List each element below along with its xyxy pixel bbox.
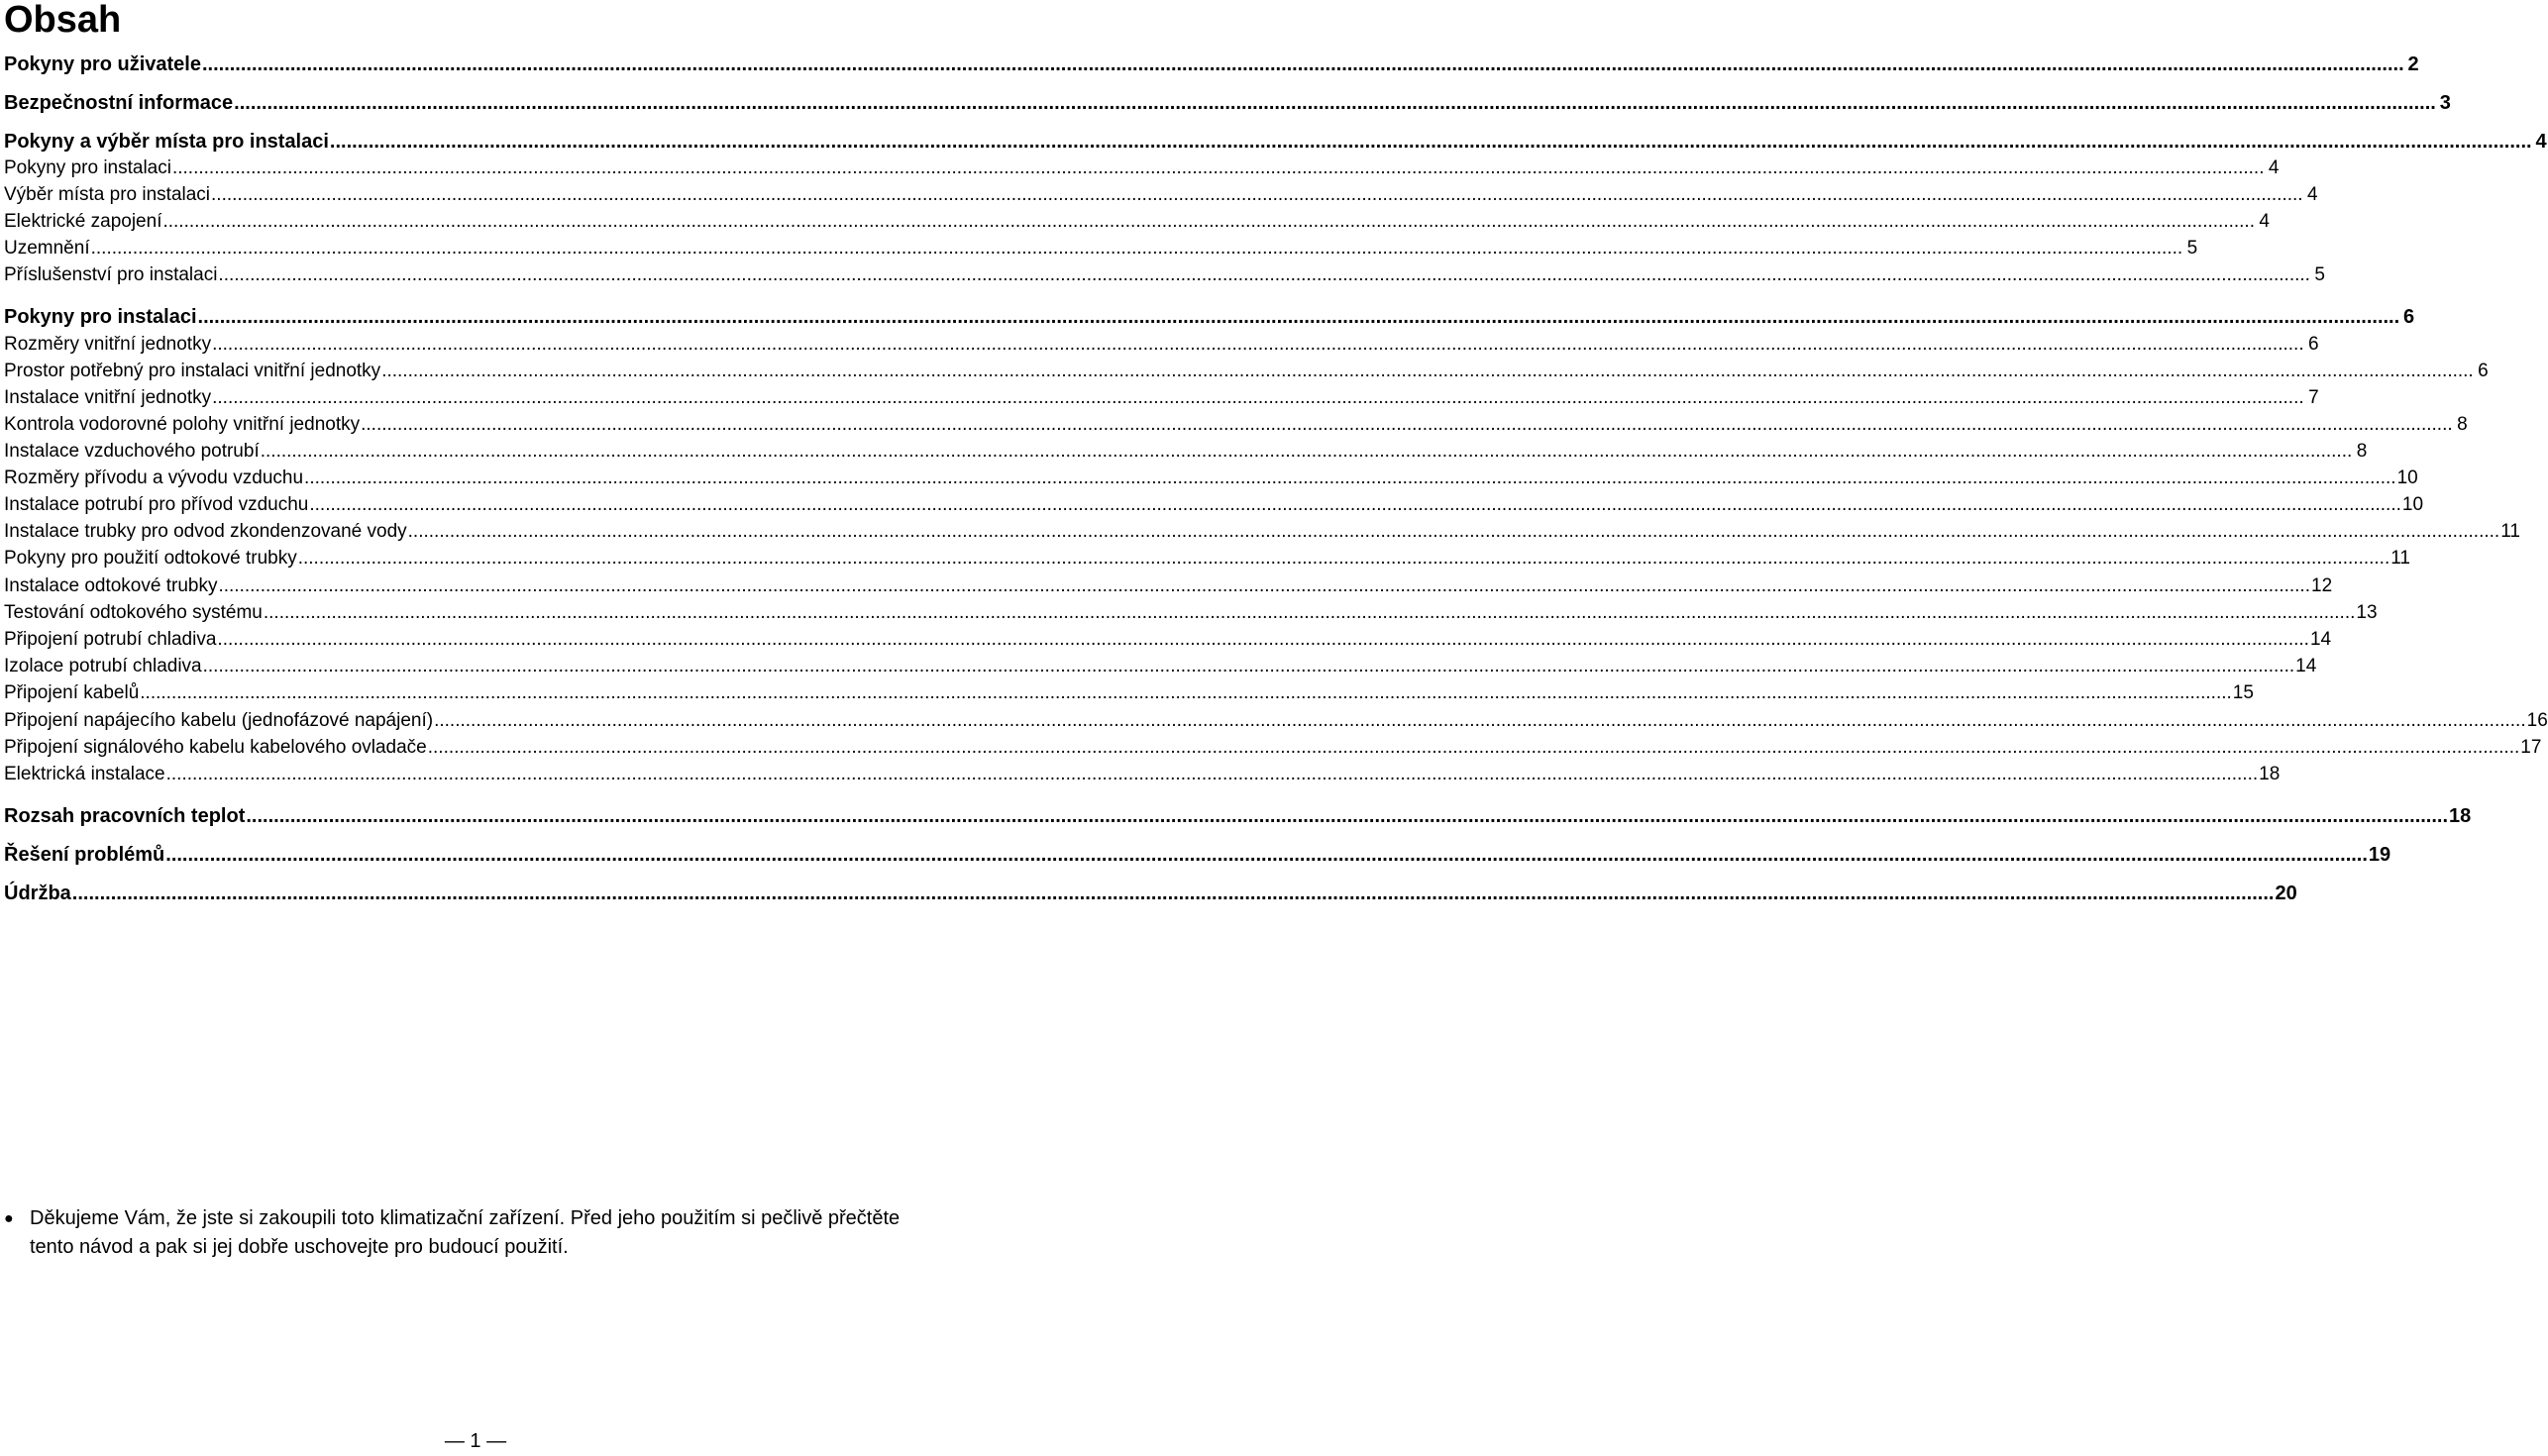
toc-dot-leader: ................................................................................................................................................................................................................................................................................................................................................................................................................ [171, 157, 2265, 178]
toc-entry-label: Elektrické zapojení [4, 211, 162, 232]
toc-entry-page: 16 [2526, 710, 2548, 731]
toc-entry[interactable] [4, 90, 2451, 116]
toc-entry-label: Připojení potrubí chladiva [4, 629, 217, 650]
toc-entry-label: Prostor potřebný pro instalaci vnitřní jednotky [4, 361, 381, 381]
toc-dot-leader: ................................................................................................................................................................................................................................................................................................................................................................................................................ [246, 805, 2449, 827]
toc-entry-page: 11 [2500, 521, 2520, 542]
toc-entry-label: Výběr místa pro instalaci [4, 184, 211, 205]
toc-entry-label: Pokyny a výběr místa pro instalaci [4, 131, 329, 153]
toc-entry-label: Bezpečnostní informace [4, 92, 234, 114]
toc-entry-label: Připojení napájecího kabelu (jednofázové napájení) [4, 710, 434, 731]
toc-dot-leader: ................................................................................................................................................................................................................................................................................................................................................................................................................ [361, 414, 2453, 435]
toc-entry-page: 6 [2308, 334, 2319, 355]
toc-dot-leader: ................................................................................................................................................................................................................................................................................................................................................................................................................ [304, 468, 2396, 488]
toc-dot-leader: ................................................................................................................................................................................................................................................................................................................................................................................................................ [90, 238, 2183, 259]
toc-entry-label: Kontrola vodorovné polohy vnitřní jednotky [4, 414, 361, 435]
toc-entry-page: 4 [2306, 184, 2318, 205]
toc-entry[interactable] [4, 655, 2317, 678]
page-title: Obsah [4, 0, 122, 41]
toc-entry[interactable] [4, 52, 2419, 77]
toc-entry-page: 14 [2295, 656, 2317, 676]
toc-entry-label: Řešení problémů [4, 844, 165, 866]
toc-entry-label: Připojení kabelů [4, 682, 140, 703]
toc-entry-label: Instalace vzduchového potrubí [4, 441, 260, 462]
toc-entry-page: 6 [2478, 361, 2489, 381]
toc-entry-page: 3 [2439, 92, 2451, 114]
toc-dot-leader: ................................................................................................................................................................................................................................................................................................................................................................................................................ [202, 656, 2295, 676]
page-number: — 1 — [444, 1430, 507, 1452]
toc-dot-leader: ................................................................................................................................................................................................................................................................................................................................................................................................................ [309, 494, 2401, 515]
toc-dot-leader: ................................................................................................................................................................................................................................................................................................................................................................................................................ [297, 548, 2390, 569]
toc-entry[interactable] [4, 413, 2468, 437]
toc-dot-leader: ................................................................................................................................................................................................................................................................................................................................................................................................................ [165, 764, 2259, 784]
toc-entry[interactable] [4, 881, 2297, 906]
toc-dot-leader: ................................................................................................................................................................................................................................................................................................................................................................................................................ [260, 441, 2353, 462]
toc-dot-leader: ................................................................................................................................................................................................................................................................................................................................................................................................................ [234, 92, 2436, 114]
toc-entry[interactable] [4, 842, 2391, 868]
toc-entry[interactable] [4, 386, 2319, 410]
toc-entry-label: Instalace potrubí pro přívod vzduchu [4, 494, 309, 515]
toc-dot-leader: ................................................................................................................................................................................................................................................................................................................................................................................................................ [165, 844, 2368, 866]
toc-entry[interactable] [4, 440, 2368, 464]
toc-entry-page: 12 [2311, 575, 2333, 596]
toc-dot-leader: ................................................................................................................................................................................................................................................................................................................................................................................................................ [201, 53, 2404, 75]
note-text: Děkujeme Vám, že jste si zakoupili toto klimatizační zařízení. Před jeho použitím si pečlivě přečtěte tento návod a pak si jej dobře uschovejte pro budoucí použití. [30, 1207, 901, 1258]
toc-entry[interactable] [4, 601, 2378, 625]
toc-entry-page: 5 [2186, 238, 2198, 259]
toc-dot-leader: ................................................................................................................................................................................................................................................................................................................................................................................................................ [434, 710, 2526, 731]
toc-dot-leader: ................................................................................................................................................................................................................................................................................................................................................................................................................ [217, 629, 2309, 650]
toc-entry-label: Rozměry přívodu a vývodu vzduchu [4, 468, 304, 488]
bullet-icon: ● [4, 1210, 14, 1227]
toc-entry-label: Pokyny pro uživatele [4, 53, 201, 75]
toc-dot-leader: ................................................................................................................................................................................................................................................................................................................................................................................................................ [71, 883, 2275, 904]
toc-entry-label: Instalace trubky pro odvod zkondenzované vody [4, 521, 407, 542]
toc-entry-label: Údržba [4, 883, 71, 904]
toc-dot-leader: ................................................................................................................................................................................................................................................................................................................................................................................................................ [218, 264, 2310, 285]
toc-entry-page: 13 [2356, 602, 2378, 623]
toc-entry[interactable] [4, 574, 2333, 598]
toc-entry[interactable] [4, 681, 2254, 705]
toc-dot-leader: ................................................................................................................................................................................................................................................................................................................................................................................................................ [211, 184, 2303, 205]
toc-entry-page: 4 [2268, 157, 2280, 178]
toc-dot-leader: ................................................................................................................................................................................................................................................................................................................................................................................................................ [263, 602, 2356, 623]
toc-entry-label: Izolace potrubí chladiva [4, 656, 202, 676]
toc-entry-page: 11 [2390, 548, 2410, 569]
toc-entry-page: 6 [2403, 306, 2415, 328]
thank-you-note [4, 1204, 947, 1262]
toc-entry-label: Pokyny pro instalaci [4, 157, 171, 178]
toc-dot-leader: ................................................................................................................................................................................................................................................................................................................................................................................................................ [212, 334, 2304, 355]
toc-entry-page: 14 [2309, 629, 2332, 650]
toc-entry-label: Pokyny pro použití odtokové trubky [4, 548, 297, 569]
toc-entry-page: 18 [2449, 805, 2472, 827]
toc-entry[interactable] [4, 360, 2489, 383]
toc-entry[interactable] [4, 763, 2281, 786]
toc-entry[interactable] [4, 237, 2198, 260]
toc-entry[interactable] [4, 263, 2325, 287]
toc-entry[interactable] [4, 709, 2548, 733]
toc-entry-page: 18 [2259, 764, 2281, 784]
toc-entry-label: Instalace odtokové trubky [4, 575, 218, 596]
toc-entry[interactable] [4, 304, 2415, 330]
toc-dot-leader: ................................................................................................................................................................................................................................................................................................................................................................................................................ [218, 575, 2310, 596]
toc-entry[interactable] [4, 156, 2280, 180]
toc-entry[interactable] [4, 129, 2547, 155]
toc-entry-page: 7 [2308, 387, 2319, 408]
toc-entry[interactable] [4, 736, 2542, 760]
toc-entry-label: Elektrická instalace [4, 764, 165, 784]
toc-entry[interactable] [4, 628, 2332, 652]
toc-entry-label: Pokyny pro instalaci [4, 306, 197, 328]
toc-entry[interactable] [4, 333, 2319, 357]
toc-entry-page: 5 [2314, 264, 2325, 285]
toc-dot-leader: ................................................................................................................................................................................................................................................................................................................................................................................................................ [212, 387, 2304, 408]
toc-entry-page: 4 [2535, 131, 2547, 153]
toc-entry-label: Rozsah pracovních teplot [4, 805, 246, 827]
toc-entry-page: 20 [2275, 883, 2297, 904]
toc-entry-page: 8 [2457, 414, 2468, 435]
toc-entry[interactable] [4, 547, 2410, 571]
toc-entry-page: 2 [2407, 53, 2419, 75]
toc-entry-label: Instalace vnitřní jednotky [4, 387, 212, 408]
toc-entry-label: Rozměry vnitřní jednotky [4, 334, 212, 355]
toc-entry[interactable] [4, 493, 2424, 517]
toc-entry-page: 19 [2368, 844, 2391, 866]
toc-entry-page: 10 [2396, 468, 2418, 488]
toc-dot-leader: ................................................................................................................................................................................................................................................................................................................................................................................................................ [162, 211, 2255, 232]
toc-entry-label: Příslušenství pro instalaci [4, 264, 218, 285]
toc-entry-page: 10 [2401, 494, 2424, 515]
toc-entry[interactable] [4, 210, 2270, 234]
toc-dot-leader: ................................................................................................................................................................................................................................................................................................................................................................................................................ [140, 682, 2232, 703]
toc-entry-label: Uzemnění [4, 238, 90, 259]
toc-dot-leader: ................................................................................................................................................................................................................................................................................................................................................................................................................ [381, 361, 2474, 381]
toc-entry-label: Připojení signálového kabelu kabelového ovladače [4, 737, 427, 758]
toc-entry-page: 8 [2356, 441, 2368, 462]
toc-entry[interactable] [4, 183, 2318, 207]
toc-entry-page: 4 [2259, 211, 2270, 232]
toc-dot-leader: ................................................................................................................................................................................................................................................................................................................................................................................................................ [329, 131, 2532, 153]
toc-dot-leader: ................................................................................................................................................................................................................................................................................................................................................................................................................ [427, 737, 2520, 758]
toc-entry[interactable] [4, 520, 2520, 544]
toc-entry[interactable] [4, 467, 2418, 490]
toc-entry-label: Testování odtokového systému [4, 602, 263, 623]
toc-entry-page: 15 [2232, 682, 2254, 703]
toc-dot-leader: ................................................................................................................................................................................................................................................................................................................................................................................................................ [407, 521, 2500, 542]
toc-entry[interactable] [4, 803, 2472, 829]
toc-dot-leader: ................................................................................................................................................................................................................................................................................................................................................................................................................ [197, 306, 2400, 328]
toc-entry-page: 17 [2520, 737, 2542, 758]
